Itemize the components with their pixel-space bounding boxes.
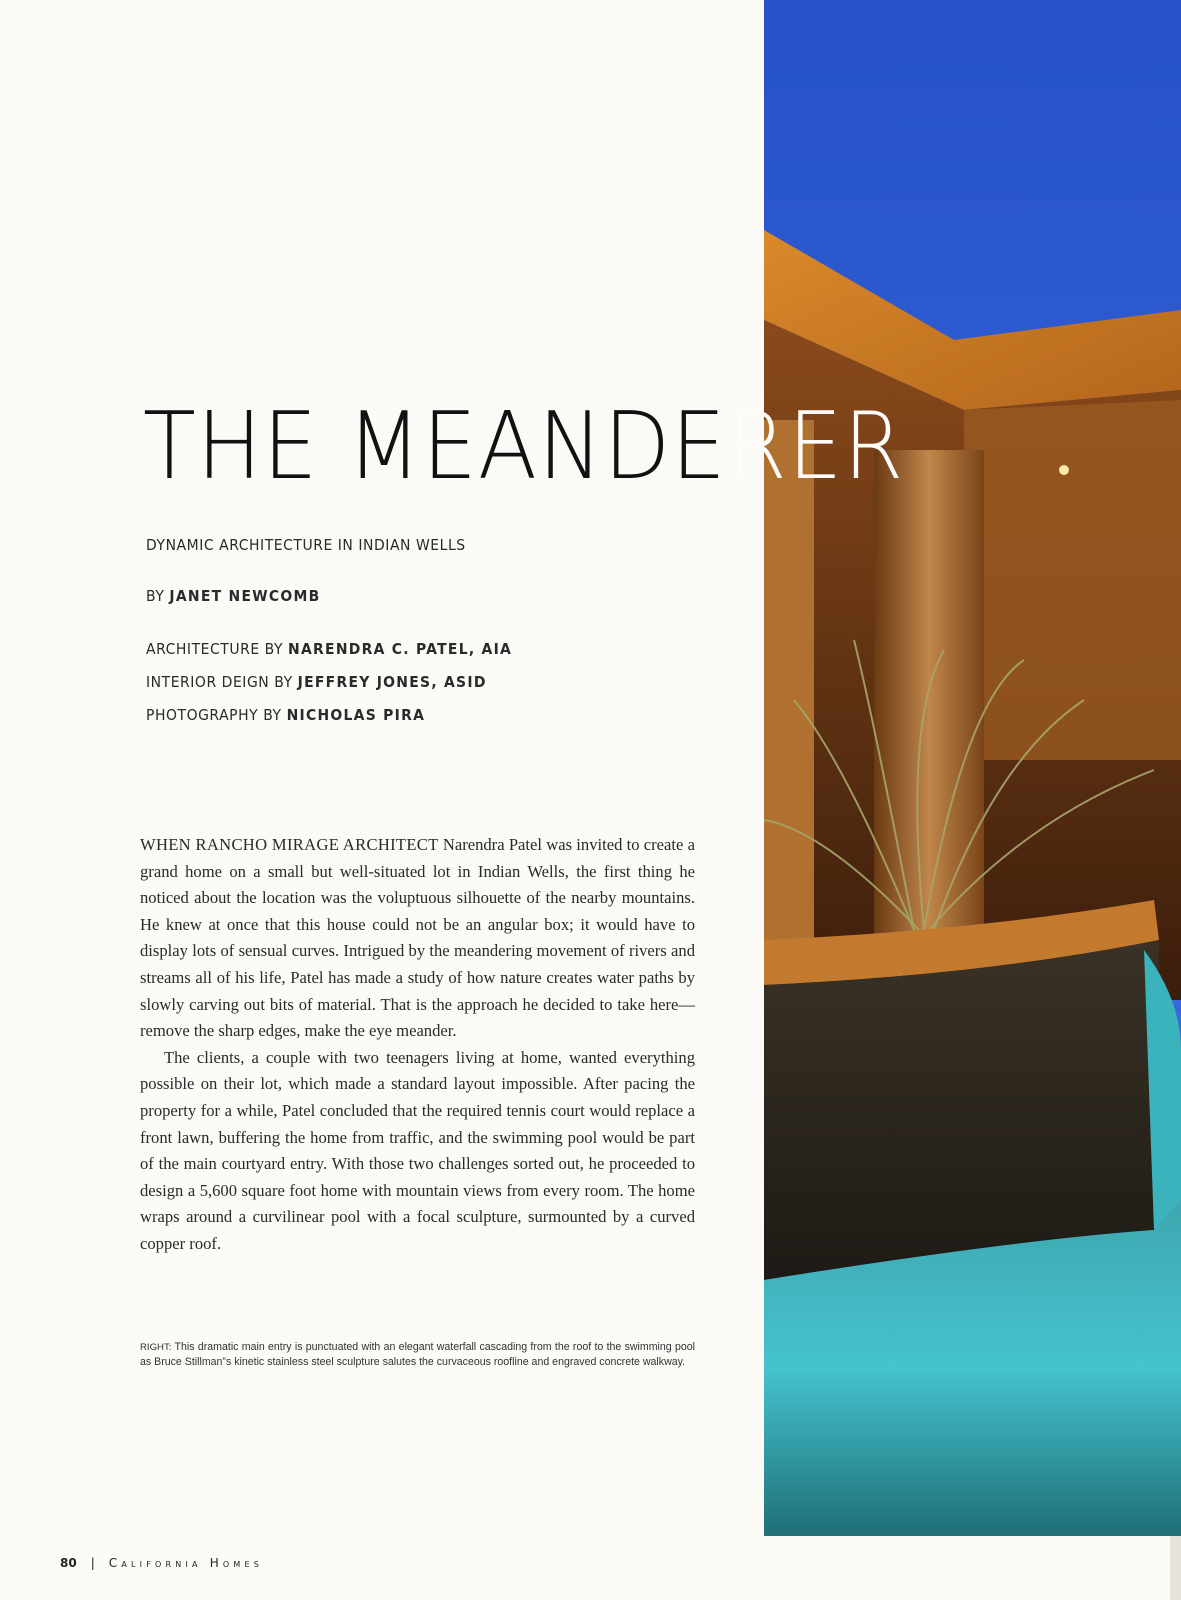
lead-in: WHEN RANCHO MIRAGE ARCHITECT xyxy=(140,835,439,854)
footer-separator: | xyxy=(90,1556,95,1570)
byline-author: JANET NEWCOMB xyxy=(169,587,321,605)
credit-interior xyxy=(146,673,487,691)
body-paragraph-2: The clients, a couple with two teenagers living at home, wanted everything possible on their lot, which made a standard layout impossible. After pacing the property for a while, Patel concluded that the required tennis court would replace a front lawn, buffering the home from traffic, and the swimming pool would be part of the main courtyard entry. With those two challenges sorted out, he proceeded to design a 5,600 square foot home with mountain views from every room. The home wraps around a curvilinear pool with a focal sculpture, surmounted by a curved copper roof. xyxy=(140,1047,695,1253)
paragraph-1-text: Narendra Patel was invited to create a grand home on a small but well-situated lot in Indian Wells, the first thing he noticed about the location was the voluptuous silhouette of the nearby mountains. He knew at once that this house could not be an angular box; it would have to display lots of sensual curves. Intrigued by the meandering movement of rivers and streams all of his life, Patel has made a study of how nature creates water paths by slowly carving out bits of material. That is the approach he decided to take here—remove the sharp edges, make the eye meander. xyxy=(140,835,695,1041)
byline xyxy=(146,587,321,605)
byline-prefix: BY xyxy=(146,587,165,605)
photo-caption xyxy=(140,1340,695,1369)
caption-text: This dramatic main entry is punctuated with an elegant waterfall cascading from the roof to the swimming pool as Bruce Stillman”s kinetic stainless steel sculpture salutes the curvaceous roofline and engraved concrete walkway. xyxy=(140,1341,695,1368)
credit-name: NICHOLAS PIRA xyxy=(286,706,426,724)
credit-photography xyxy=(146,706,425,724)
article-subtitle: DYNAMIC ARCHITECTURE IN INDIAN WELLS xyxy=(146,536,466,554)
page-number: 80 xyxy=(60,1556,77,1570)
credit-name: JEFFREY JONES, ASID xyxy=(297,673,487,691)
body-paragraph-1 xyxy=(140,832,695,1045)
article-title xyxy=(143,392,905,500)
credit-prefix: PHOTOGRAPHY BY xyxy=(146,706,282,724)
credit-architecture xyxy=(146,640,512,658)
article-title-overlay: RER xyxy=(726,392,905,500)
credit-prefix: INTERIOR DEIGN BY xyxy=(146,673,293,691)
entry-photo xyxy=(764,0,1181,1536)
credit-prefix: ARCHITECTURE BY xyxy=(146,640,284,658)
credit-name: NARENDRA C. PATEL, AIA xyxy=(288,640,513,658)
magazine-name: California Homes xyxy=(108,1556,264,1570)
page-gutter xyxy=(1170,1536,1181,1600)
entry-photo-illustration xyxy=(764,0,1181,1536)
article-body xyxy=(140,832,695,1258)
page-footer xyxy=(60,1556,263,1570)
article-title-main: THE MEANDE xyxy=(143,392,727,500)
caption-label: RIGHT: xyxy=(140,1342,172,1353)
